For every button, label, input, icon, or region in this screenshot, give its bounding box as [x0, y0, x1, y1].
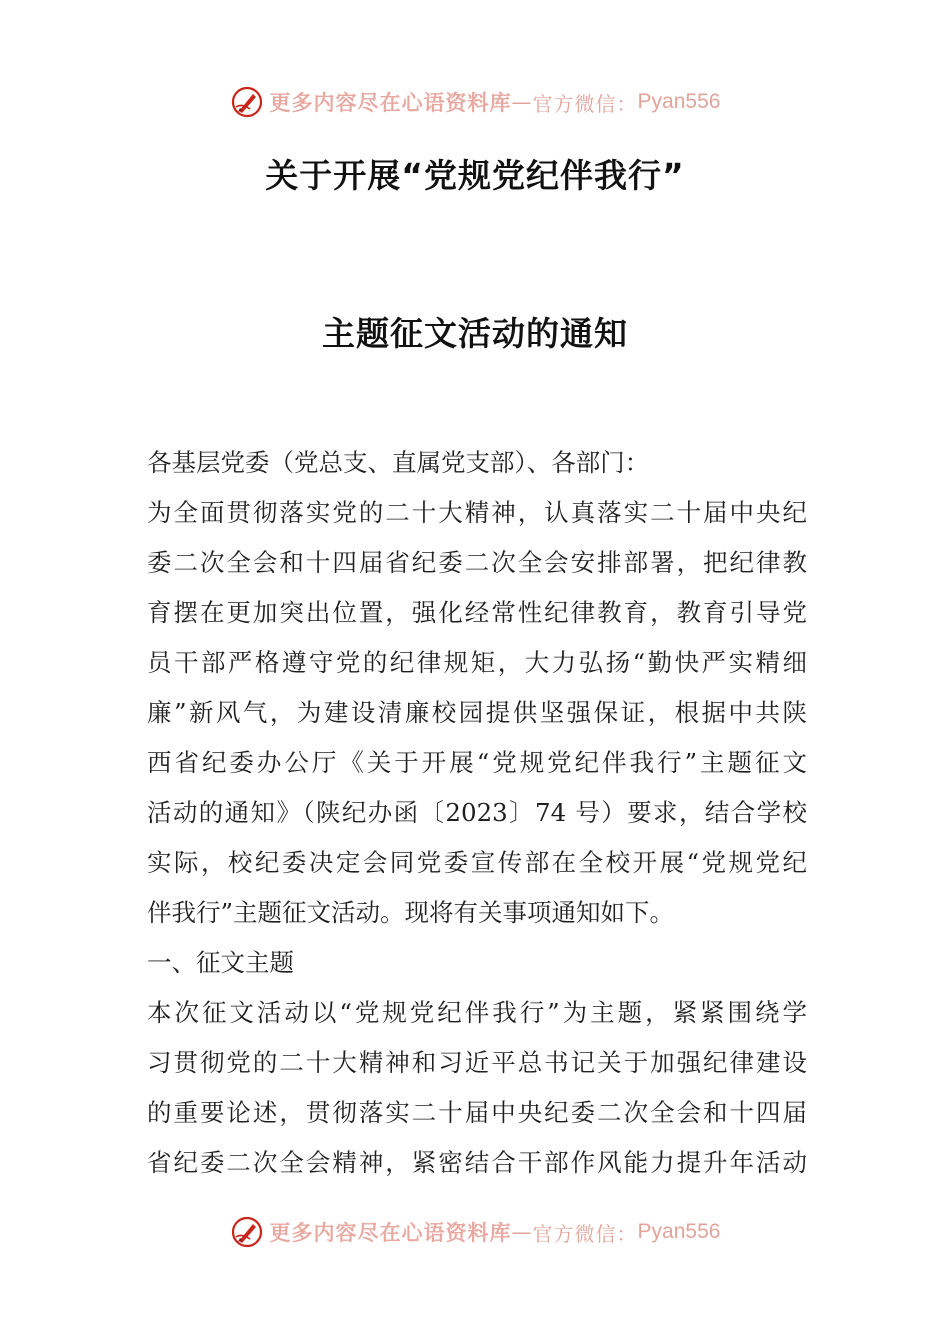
- document-title-line2: 主题征文活动的通知: [322, 314, 628, 353]
- body-line: 员干部严格遵守党的纪律规矩，大力弘扬“勤快严实精细: [147, 648, 807, 677]
- body-line: 的重要论述，贯彻落实二十届中央纪委二次全会和十四届: [147, 1098, 807, 1127]
- body-line: 育摆在更加突出位置，强化经常性纪律教育，教育引导党: [147, 598, 807, 627]
- pen-logo-icon: [230, 85, 264, 119]
- salutation: 各基层党委（党总支、直属党支部）、各部门：: [147, 448, 650, 477]
- body-line: 为全面贯彻落实党的二十大精神，认真落实二十届中央纪: [147, 498, 807, 527]
- body-line: 实际，校纪委决定会同党委宣传部在全校开展“党规党纪: [147, 848, 807, 877]
- watermark-brand: 更多内容尽在心语资料库: [269, 90, 512, 115]
- body-line: 活动的通知》（陕纪办函〔2023〕74 号）要求，结合学校: [147, 798, 807, 827]
- watermark-official: 官方微信：: [532, 1221, 638, 1246]
- watermark-wechat-id: Pyan556: [637, 1220, 721, 1243]
- document-body: [147, 438, 807, 1188]
- watermark-footer: [0, 1212, 950, 1252]
- body-line: 本次征文活动以“党规党纪伴我行”为主题，紧紧围绕学: [147, 998, 807, 1027]
- watermark-official: 官方微信：: [532, 91, 638, 116]
- pen-logo-icon: [230, 1215, 264, 1249]
- watermark-dash: —: [511, 90, 533, 114]
- watermark-wechat-id: Pyan556: [637, 90, 721, 113]
- body-line: 西省纪委办公厅《关于开展“党规党纪伴我行”主题征文: [147, 748, 807, 777]
- body-line: 省纪委二次全会精神，紧密结合干部作风能力提升年活动: [147, 1148, 807, 1177]
- body-line: 习贯彻党的二十大精神和习近平总书记关于加强纪律建设: [147, 1048, 807, 1077]
- watermark-brand: 更多内容尽在心语资料库: [269, 1220, 512, 1245]
- body-line: 伴我行”主题征文活动。现将有关事项通知如下。: [147, 898, 675, 927]
- watermark-dash: —: [511, 1220, 533, 1244]
- section-heading: 一、征文主题: [147, 948, 294, 977]
- watermark-header: [0, 82, 950, 122]
- document-title-line1: 关于开展“党规党纪伴我行”: [265, 156, 685, 195]
- body-line: 委二次全会和十四届省纪委二次全会安排部署，把纪律教: [147, 548, 807, 577]
- body-line: 廉”新风气，为建设清廉校园提供坚强保证，根据中共陕: [147, 698, 807, 727]
